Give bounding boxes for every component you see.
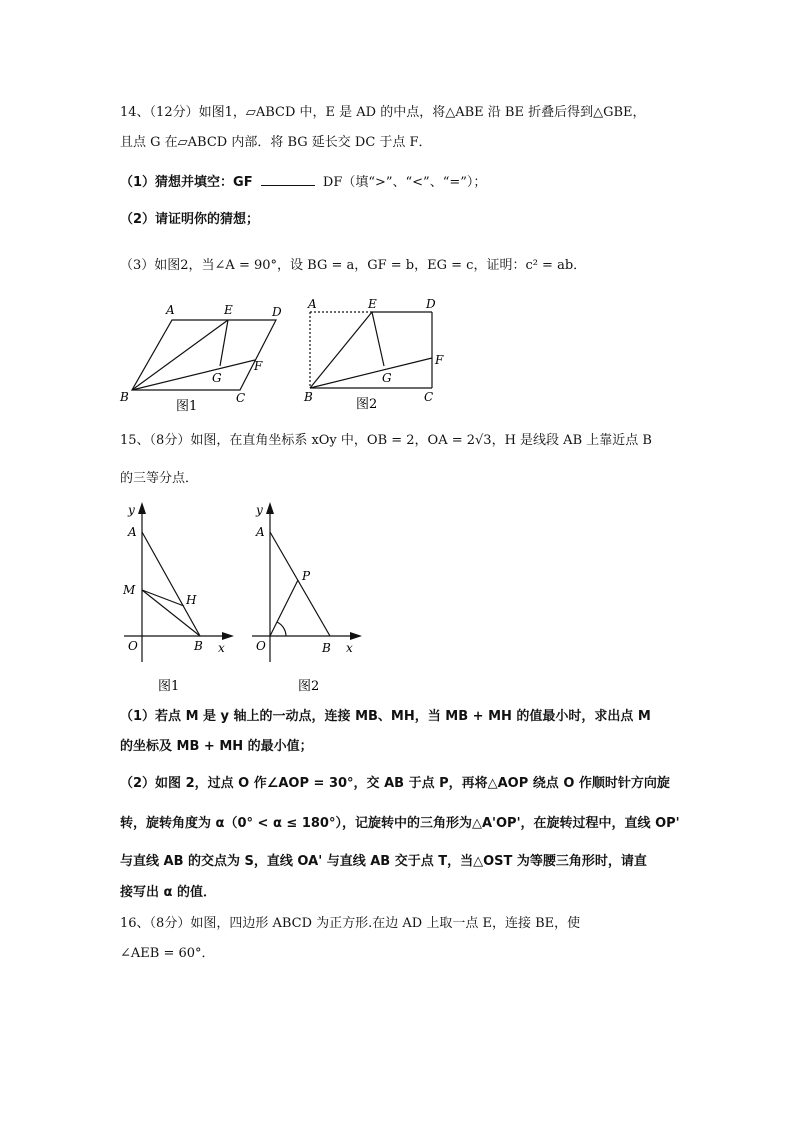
q16-line1: 16、（8分）如图，四边形 ABCD 为正方形.在边 AD 上取一点 E，连接 BE，使 [120, 916, 581, 931]
q15-fig1-x-arrow-icon [222, 632, 234, 640]
q15-fig1-label-O: O [128, 639, 138, 653]
q14-fig1-label-E: E [224, 303, 233, 317]
q15-fig2-label-A: A [256, 525, 265, 539]
q15-figure-1 [120, 500, 240, 696]
q15-fig2-y-arrow-icon [266, 502, 274, 514]
q14-fig2-label-E: E [368, 297, 377, 311]
q15-fig1-label-B: B [194, 639, 203, 653]
q14-fig1-label-A: A [166, 303, 175, 317]
q14-fig1-label-F: F [254, 359, 263, 373]
q15-fig1-label-A: A [128, 525, 137, 539]
q14-fig1-caption: 图1 [176, 399, 198, 414]
q14-part1 [120, 173, 486, 192]
q15-part1-line1: （1）若点 M 是 y 轴上的一动点，连接 MB、MH，当 MB + MH 的值最小时，求出点 M [120, 709, 651, 724]
q14-part1-suffix: DF（填“>”、“<”、“=”）； [322, 175, 487, 190]
q15-fig2-label-O: O [256, 639, 266, 653]
q15-part1-line2: 的坐标及 MB + MH 的最小值； [120, 739, 313, 754]
q16-line2: ∠AEB = 60°． [120, 946, 215, 961]
q15-fig2-label-P: P [302, 569, 311, 583]
q14-fig1-label-D: D [272, 305, 282, 319]
q15-fig2-label-x: x [346, 641, 353, 655]
q14-part2: （2）请证明你的猜想； [120, 212, 260, 227]
q15-fig1-y-arrow-icon [138, 502, 146, 514]
q14-fig2-label-C: C [424, 390, 434, 404]
q14-line2: 且点 G 在▱ABCD 内部．将 BG 延长交 DC 于点 F． [120, 135, 432, 150]
q14-fig2-label-D: D [426, 297, 436, 311]
q15-fig1-label-H: H [186, 593, 197, 607]
q14-fig2-caption: 图2 [356, 397, 378, 411]
q14-fig1-label-C: C [236, 391, 246, 405]
q14-fig2-label-A: A [308, 297, 317, 311]
q15-part2-line2: 转，旋转角度为 α（0° < α ≤ 180°），记旋转中的三角形为△A'OP'，在旋转过程中，直线 OP' [120, 816, 680, 831]
q14-part1-prefix: （1）猜想并填空：GF [120, 175, 253, 190]
q14-figure-2 [298, 296, 458, 411]
q15-part2-line1: （2）如图 2，过点 O 作∠AOP = 30°，交 AB 于点 P，再将△AOP 绕点 O 作顺时针方向旋 [120, 776, 670, 791]
q14-line1: 14、（12分）如图1，▱ABCD 中，E 是 AD 的中点，将△ABE 沿 BE 折叠后得到△GBE， [120, 105, 646, 120]
q15-fig2-caption: 图2 [298, 679, 320, 694]
q15-line2: 的三等分点． [120, 471, 199, 486]
q15-figure-2 [248, 500, 368, 696]
q14-part3: （3）如图2，当∠A = 90°，设 BG = a，GF = b，EG = c，证明：c² = ab． [120, 258, 587, 273]
q15-part2-line4: 接写出 α 的值． [120, 885, 216, 900]
q15-fig1-label-M: M [123, 583, 136, 597]
q14-figure-1 [116, 300, 296, 415]
q15-line1: 15、（8分）如图，在直角坐标系 xOy 中，OB = 2，OA = 2√3，H 是线段 AB 上靠近点 B [120, 433, 652, 448]
q15-fig2-label-B: B [322, 641, 331, 655]
q15-fig2-x-arrow-icon [350, 632, 362, 640]
q15-fig2-label-y: y [256, 503, 263, 517]
q14-fig2-label-B: B [304, 390, 313, 404]
q15-fig1-caption: 图1 [158, 679, 180, 694]
q14-fig2-label-F: F [435, 353, 444, 367]
q15-part2-line3: 与直线 AB 的交点为 S，直线 OA' 与直线 AB 交于点 T，当△OST 为等腰三角形时，请直 [120, 854, 647, 869]
q15-fig1-label-x: x [218, 641, 225, 655]
q14-fig2-label-G: G [382, 371, 392, 385]
q14-fig1-label-G: G [212, 371, 222, 385]
q14-part1-blank [261, 173, 315, 186]
q15-fig1-label-y: y [128, 503, 135, 517]
q14-fig1-label-B: B [120, 390, 129, 404]
